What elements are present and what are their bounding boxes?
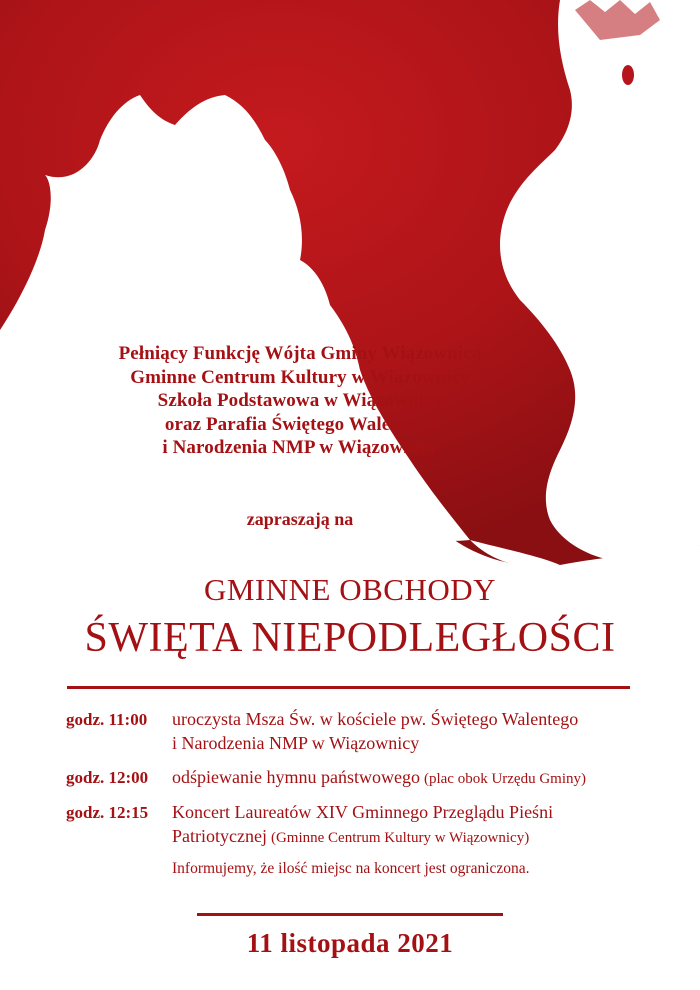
organizer-line: Pełniący Funkcję Wójta Gminy Wiązownica (118, 343, 482, 364)
schedule-line1: uroczysta Msza Św. w kościele pw. Świętego Walentego (172, 709, 579, 729)
schedule-line2: i Narodzenia NMP w Wiązownicy (172, 733, 420, 753)
event-date: 11 listopada 2021 (246, 928, 454, 958)
invite-text: zapraszają na (246, 509, 354, 529)
schedule-time: godz. 11:00 (66, 710, 148, 729)
schedule-description (172, 801, 666, 850)
schedule-description (172, 766, 666, 791)
schedule-time: godz. 12:15 (66, 803, 149, 822)
organizers-block (40, 342, 560, 460)
organizer-line: i Narodzenia NMP w Wiązownicy (162, 437, 438, 458)
schedule-item (66, 766, 666, 791)
schedule-place: (plac obok Urzędu Gminy) (423, 771, 587, 787)
divider-bottom (197, 913, 503, 916)
event-title-line1: GMINNE OBCHODY (203, 572, 497, 607)
organizer-line: Gminne Centrum Kultury w Wiązownicy (130, 366, 470, 388)
schedule-line2: Patriotycznej (172, 826, 267, 846)
schedule-time: godz. 12:00 (66, 768, 149, 787)
schedule-item (66, 801, 666, 850)
schedule-line1: Koncert Laureatów XIV Gminnego Przeglądu Pieśni (172, 802, 554, 822)
organizer-line: oraz Parafia Świętego Walentego (164, 413, 436, 435)
organizer-line: Szkoła Podstawowa w Wiązownicy (157, 390, 443, 411)
schedule-description (172, 708, 666, 756)
event-title-line2: ŚWIĘTA NIEPODLEGŁOŚCI (84, 615, 616, 661)
schedule-line1: odśpiewanie hymnu państwowego (172, 767, 420, 787)
divider-top (67, 686, 630, 689)
schedule-item (66, 708, 666, 756)
schedule-list (66, 708, 666, 878)
schedule-place: (Gminne Centrum Kultury w Wiązownicy) (270, 830, 530, 846)
capacity-note: Informujemy, że ilość miejsc na koncert jest ograniczona. (172, 860, 530, 877)
